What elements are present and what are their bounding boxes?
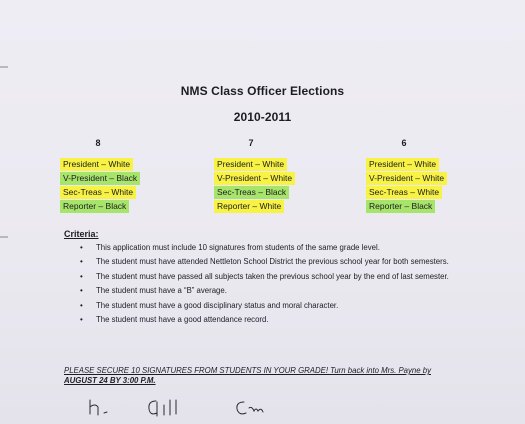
list-item (78, 256, 456, 267)
grade-7-slate (214, 158, 295, 213)
list-item (78, 271, 456, 282)
document-title: NMS Class Officer Elections (180, 84, 345, 98)
office-sec-treas: Sec-Treas – White (366, 186, 442, 199)
office-reporter: Reporter – White (214, 200, 284, 213)
office-vice-president: V-President – Black (60, 172, 140, 185)
bullet-icon: • (80, 300, 83, 310)
handwritten-signatures (86, 392, 286, 424)
signature-instruction: PLEASE SECURE 10 SIGNATURES FROM STUDENTS IN YOUR GRADE! Turn back into Mrs. Payne by (64, 366, 431, 375)
punch-mark (0, 66, 8, 68)
office-sec-treas: Sec-Treas – Black (214, 186, 289, 199)
office-reporter: Reporter – Black (366, 200, 435, 213)
grade-heading-6: 6 (401, 138, 407, 148)
criterion-text: The student must have attended Nettleton School District the previous school year for both semesters. (96, 257, 449, 267)
bullet-icon: • (80, 257, 83, 267)
list-item (78, 242, 456, 253)
office-president: President – White (60, 158, 133, 171)
list-item (78, 285, 456, 296)
office-reporter: Reporter – Black (60, 200, 129, 213)
office-president: President – White (214, 158, 287, 171)
office-vice-president: V-President – White (366, 172, 447, 185)
criterion-text: The student must have a “B” average. (96, 286, 227, 296)
office-president: President – White (366, 158, 439, 171)
grade-heading-7: 7 (248, 138, 254, 148)
bullet-icon: • (80, 286, 83, 296)
deadline-text: AUGUST 24 BY 3:00 P.M. (64, 376, 156, 385)
criteria-heading: Criteria: (64, 229, 99, 239)
list-item (78, 300, 456, 311)
list-item (78, 314, 456, 325)
bullet-icon: • (80, 315, 83, 325)
criterion-text: The student must have a good attendance record. (96, 315, 269, 325)
criterion-text: The student must have a good disciplinary status and moral character. (96, 300, 339, 310)
criterion-text: This application must include 10 signatures from students of the same grade level. (96, 243, 380, 252)
grade-6-slate (366, 158, 447, 213)
school-year: 2010-2011 (233, 110, 292, 124)
grade-heading-8: 8 (95, 138, 101, 148)
punch-mark (0, 236, 8, 238)
office-sec-treas: Sec-Treas – White (60, 186, 136, 199)
office-vice-president: V-President – White (214, 172, 295, 185)
bullet-icon: • (80, 243, 83, 252)
criterion-text: The student must have passed all subjects taken the previous school year by the end of last semester. (96, 271, 449, 281)
bullet-icon: • (80, 271, 83, 281)
grade-8-slate (60, 158, 140, 213)
criteria-list (78, 242, 456, 328)
